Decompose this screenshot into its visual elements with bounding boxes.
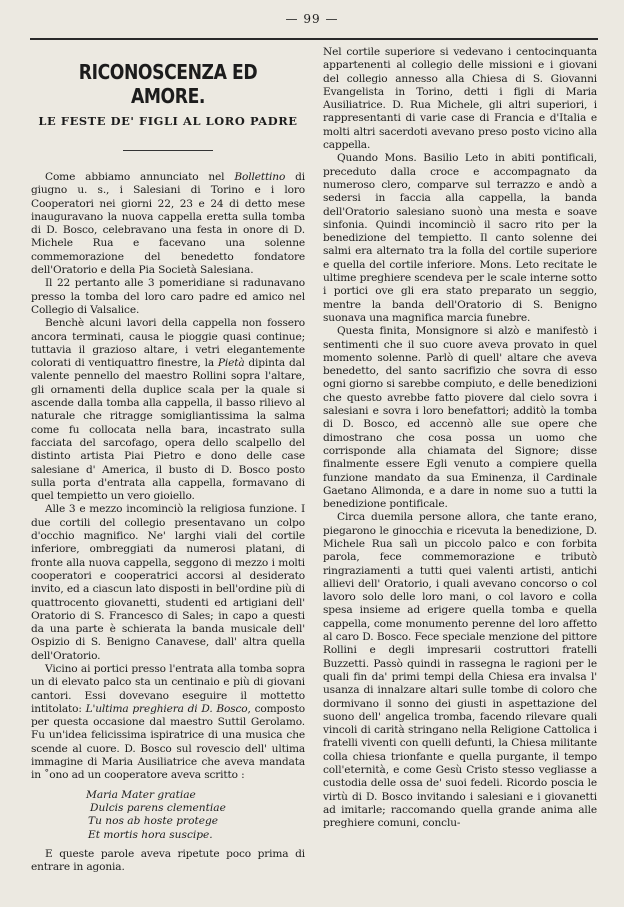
article-subtitle: LE FESTE DE' FIGLI AL LORO PADRE [38,114,298,128]
paragraph-2: Il 22 pertanto alle 3 pomeridiane si radunavano presso la tomba del loro caro padre ed amico nel Collegio di Valsalice. [31,277,305,316]
verse-line: Et mortis hora suscipe. [88,828,213,841]
right-column [323,46,597,831]
paragraph-7: Nel cortile superiore si vedevano i centocinquanta appartenenti al collegio delle missioni e i giovani del collegio annesso alla Chiesa di S. Giovanni Evangelista in Torino, detti i figli di Maria Ausiliatrice. D. Rua Michele, gli altri superiori, i rappresentanti di varie case di Francia e d'Italia e molti altri sacerdoti avevano preso posto vicino alla cappella. [323,46,597,152]
title-divider [123,150,213,151]
latin-verse [31,789,305,842]
verse-line: Maria Mater gratiae [86,788,196,801]
header-rule [30,38,598,40]
paragraph-9: Questa finita, Monsignore si alzò e manifestò i sentimenti che il suo cuore aveva provato in quel momento solenne. Parlò di quell' altare che aveva benedetto, del santo sacrifizio che sovra di esso ogni giorno si sarebbe compiuto, e delle benedizioni che questo avrebbe fatto piovere dal cielo sovra i salesiani e sovra i loro benefattori; additò la tomba di D. Bosco, ed accennò alle sue opere che dimostrano che cosa possa un uomo che corrisponde alla chiamata del Signore; disse finalmente essere Egli venuto a compiere quella funzione mandato da sua Eminenza, il Cardinale Gaetano Alimonda, e a dare in nome suo a tutti la benedizione pontificale. [323,325,597,511]
paragraph-10: Circa duemila persone allora, che tante erano, piegarono le ginocchia e ricevuta la benedizione, D. Michele Rua salì un piccolo palco e con forbita parola, fece commemorazione e tributò ringraziamenti a tutti quei valenti artisti, antichi allievi dell' Oratorio, i quali avevano concorso o col lavoro solo delle loro mani, o col lavoro e colla spesa insieme ad erigere quella tomba e quella cappella, come monumento perenne del loro affetto al caro D. Bosco. Fece speciale menzione del pittore Rollini e degli impresarii costruttori fratelli Buzzetti. Passò quindi in rassegna le ragioni per le quali fin da' primi tempi della Chiesa era invalsa l' usanza di innalzare altari sulle tombe di coloro che dormivano il sonno dei giusti in aspettazione del suono dell' angelica tromba, facendo rilevare quali vincoli di carità stringano nella Religione Cattolica i fratelli viventi con quelli defunti, la Chiesa militante colla chiesa trionfante e quella purgante, il tempo coll'eternità, e come Gesù Cristo stesso vegliasse a custodia delle ossa de' suoi fedeli. Ricordo poscia le virtù di D. Bosco invitando i salesiani e i giovanetti ad imitarle; raccomando quella grande anima alle preghiere comuni, conclu- [323,511,597,830]
paragraph-4: Alle 3 e mezzo incominciò la religiosa funzione. I due cortili del collegio presentavano un colpo d'occhio magnifico. Ne' larghi viali del cortile inferiore, ombreggiati da numerosi platani, di fronte alla nuova cappella, seggono di mezzo i molti cooperatori e cooperatrici accorsi al desiderato invito, ed a ciascun lato disposti in bell'ordine più di quattrocento giovanetti, studenti ed artigiani dell' Oratorio di S. Francesco di Sales; in capo a questi da una parte è schierata la banda musicale dell' Ospizio di S. Benigno Canavese, dall' altra quella dell'Oratorio. [31,503,305,662]
verse-line: Tu nos ab hoste protege [88,815,219,828]
article-title: RICONOSCENZA ED AMORE. [78,60,258,108]
paragraph-8: Quando Mons. Basilio Leto in abiti pontificali, preceduto dalla croce e accompagnato da numeroso clero, comparve sul terrazzo e andò a sedersi in faccia alla cappella, la banda dell'Oratorio salesiano suonò una mesta e soave sinfonia. Quindi incominciò il sacro rito per la benedizione del tempietto. Il canto solenne dei salmi era alternato tra la folla del cortile superiore e quella del cortile inferiore. Mons. Leto recitate le ultime preghiere scendeva per le scale interne sotto i portici ove gli era stato preparato un seggio, mentre la banda dell'Oratorio di S. Benigno suonava una magnifica marcia funebre. [323,152,597,324]
page-number: — 99 — [285,12,339,26]
paragraph-6: E queste parole aveva ripetute poco prima di entrare in agonia. [31,847,305,874]
paragraph-1: Come abbiamo annunciato nel Bollettino di giugno u. s., i Salesiani di Torino e i loro Cooperatori nei giorni 22, 23 e 24 di detto mese inauguravano la nuova cappella eretta sulla tomba di D. Bosco, celebravano una festa in onore di D. Michele Rua e facevano una solenne commemorazione del benedetto fondatore dell'Oratorio e della Pia Società Salesiana. [31,171,306,277]
paragraph-5: Vicino ai portici presso l'entrata alla tomba sopra un di elevato palco sta un centinaio e più di giovani cantori. Essi dovevano eseguire il mottetto intitolato: L'ultima preghiera di D. Bosco, composto per questa occasione dal maestro Suttil Gerolamo. Fu un'idea felicissima ispiratrice di una musica che scende al cuore. D. Bosco sul rovescio dell' ultima immagine di Maria Ausiliatrice che aveva mandata in ˚ono ad un cooperatore aveva scritto : [31,662,305,782]
paragraph-3: Benchè alcuni lavori della cappella non fossero ancora terminati, causa le pioggie quasi continue; tuttavia il grazioso altare, i vetri elegantemente colorati di ventiquattro finestre, la Pietà dipinta dal valente pennello del maestro Rollini sopra l'altare, gli ornamenti della duplice scala per la quale si ascende dalla tomba alla cappella, il basso rilievo al naturale che ritragge somigliantissima la salma come fu collocata nella bara, incastrato sulla facciata del sarcofago, opera dello scalpello del distinto artista Piai Pietro e dono delle case salesiane d' America, il busto di D. Bosco posto sulla porta d'entrata alla cappella, formavano di quel tempietto un vero gioiello. [31,317,306,503]
verse-line: Dulcis parens clementiae [90,801,226,814]
left-column [31,46,305,874]
